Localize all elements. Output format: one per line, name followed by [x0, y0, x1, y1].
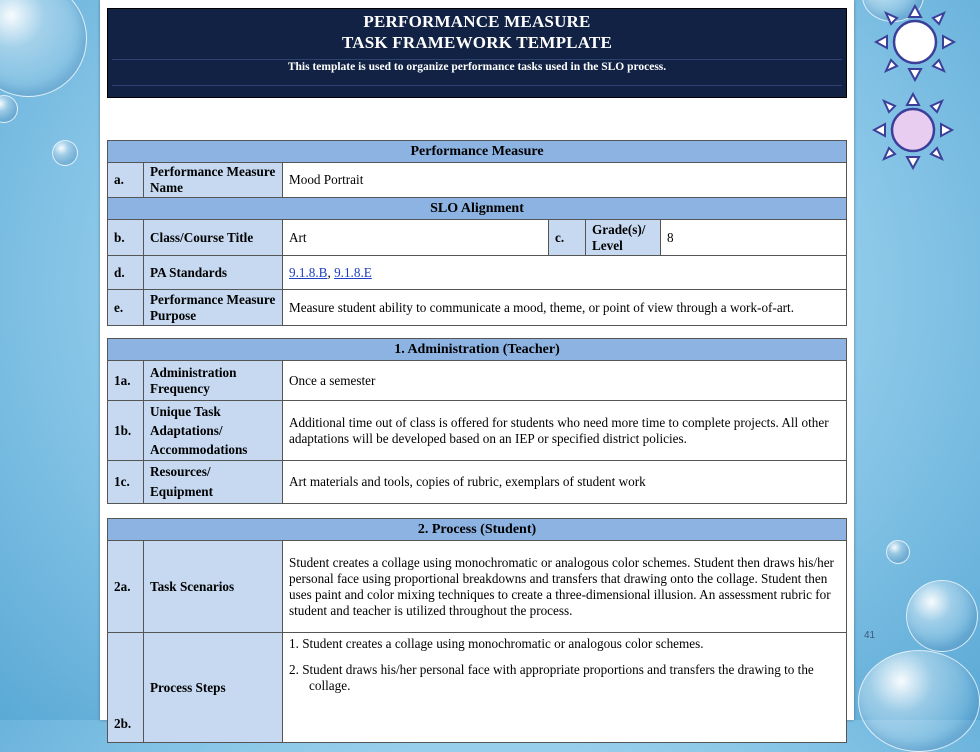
header-title-line2: TASK FRAMEWORK TEMPLATE [341, 33, 612, 52]
administration-table [107, 338, 847, 504]
task-adaptations-label: Unique Task Adaptations/ Accommodations [144, 401, 283, 461]
bubble-icon [886, 540, 910, 564]
pa-standards-label: PA Standards [144, 256, 283, 290]
task-scenarios-label: Task Scenarios [144, 541, 283, 633]
row-number: 1c. [108, 461, 144, 504]
class-course-title-label: Class/Course Title [144, 220, 283, 256]
performance-measure-purpose-label: Performance Measure Purpose [144, 290, 283, 326]
bubble-icon [0, 0, 87, 97]
row-number: c. [549, 220, 586, 256]
process-step: 1. Student creates a collage using monochromatic or analogous color schemes. [289, 636, 704, 651]
sun-outline-icon [870, 0, 960, 88]
sun-pink-icon [868, 86, 958, 174]
pa-standards-value [283, 256, 847, 290]
template-header [107, 8, 847, 98]
class-course-title-value: Art [283, 220, 549, 256]
standard-link-9-1-8-e[interactable]: 9.1.8.E [334, 264, 372, 280]
row-number: d. [108, 256, 144, 290]
header-subtitle: This template is used to organize performance tasks used in the SLO process. [287, 61, 667, 73]
row-number: b. [108, 220, 144, 256]
performance-measure-table [107, 140, 847, 326]
administration-frequency-label: Administration Frequency [144, 361, 283, 401]
performance-measure-name-label: Performance Measure Name [144, 163, 283, 198]
task-adaptations-value: Additional time out of class is offered for students who need more time to complete projects. All other adaptations will be developed based on an IEP or specified district policies. [283, 401, 847, 461]
section-slo-alignment: SLO Alignment [108, 198, 847, 220]
row-number: 2a. [108, 541, 144, 633]
bubble-icon [906, 580, 978, 652]
process-step: 2. Student draws his/her personal face with appropriate proportions and transfers the drawing to the collage. [289, 662, 814, 693]
grade-level-label: Grade(s)/ Level [586, 220, 661, 256]
resources-equipment-label: Resources/ Equipment [144, 461, 283, 504]
section-administration: 1. Administration (Teacher) [108, 339, 847, 361]
row-number: 1b. [108, 401, 144, 461]
document-page [100, 0, 854, 731]
process-steps-label: Process Steps [144, 633, 283, 743]
section-performance-measure: Performance Measure [108, 141, 847, 163]
process-steps-value [283, 633, 847, 743]
row-number: a. [108, 163, 144, 198]
bubble-icon [0, 95, 18, 123]
slide-number: 41 [864, 630, 876, 641]
administration-frequency-value: Once a semester [283, 361, 847, 401]
header-title-line1: PERFORMANCE MEASURE [363, 12, 591, 31]
section-process: 2. Process (Student) [108, 519, 847, 541]
bubble-icon [52, 140, 78, 166]
grade-level-value: 8 [661, 220, 847, 256]
performance-measure-name-value: Mood Portrait [283, 163, 847, 198]
row-number: 1a. [108, 361, 144, 401]
row-number: 2b. [108, 633, 144, 743]
task-scenarios-value: Student creates a collage using monochromatic or analogous color schemes. Student then draws his/her personal face using proportional breakdowns and transfers that drawing onto the collage. Student then uses paint and color mixing techniques to create a three-dimensional illusion. An assessment rubric for student and teacher is utilized throughout the process. [283, 541, 847, 633]
performance-measure-purpose-value: Measure student ability to communicate a mood, theme, or point of view through a work-of-art. [283, 290, 847, 326]
row-number: e. [108, 290, 144, 326]
bubble-icon [858, 650, 980, 752]
resources-equipment-value: Art materials and tools, copies of rubric, exemplars of student work [283, 461, 847, 504]
process-steps-list [289, 636, 840, 694]
process-table [107, 518, 847, 743]
standard-link-9-1-8-b[interactable]: 9.1.8.B [289, 264, 328, 280]
standards-separator: , [327, 264, 335, 280]
